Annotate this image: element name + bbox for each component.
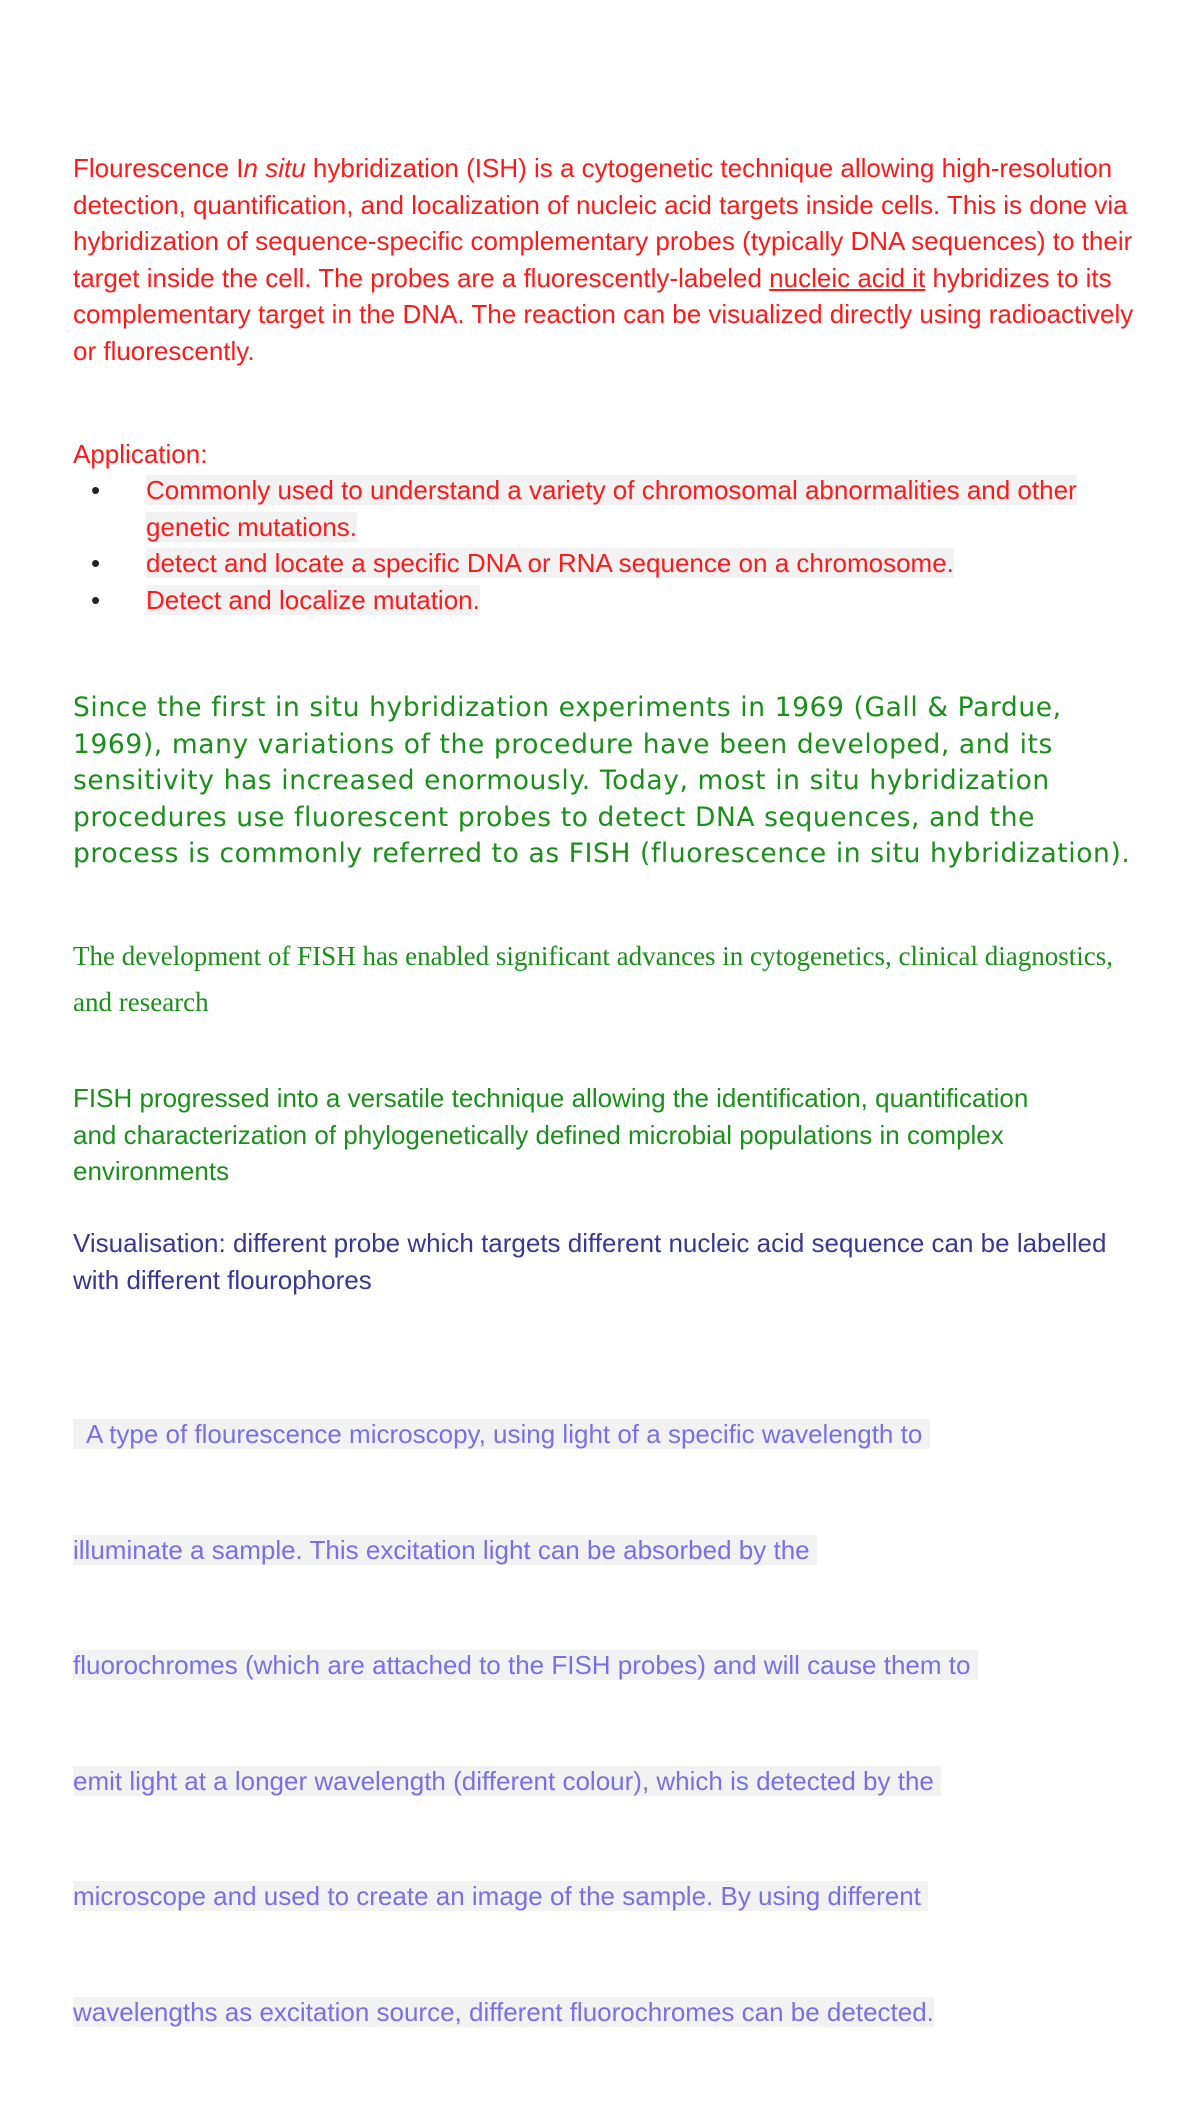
visualisation-paragraph: Visualisation: different probe which targets different nucleic acid sequence can be labelled with different flourophores: [73, 1228, 1107, 1295]
microscopy-paragraph: [73, 1338, 1173, 2108]
list-item: [73, 582, 1123, 619]
application-item-3: Detect and localize mutation.: [146, 584, 480, 615]
application-heading: Application:: [73, 439, 208, 469]
intro-italic-text: n situ: [243, 153, 306, 183]
intro-underlined-text: nucleic acid it: [769, 262, 926, 293]
list-item: [73, 545, 1123, 582]
intro-text-middle: hybridization (ISH) is a cytogenetic technique allowing high-resolution detection, quantification, and localization of nucleic acid targets inside cells. This is done via hybridization of sequence-specific complementary probes (typically DNA sequences) to their target inside the cell. The probes are a fluorescently-labeled: [73, 153, 1133, 293]
microscopy-line-5: microscope and used to create an image of the sample. By using different: [73, 1881, 929, 1911]
development-paragraph: The development of FISH has enabled significant advances in cytogenetics, clinical diagnostics, and research: [73, 941, 1113, 1017]
intro-text-end: hybridizes to its complementary target in the DNA. The reaction can be visualized directly using radioactively or fluorescently.: [73, 262, 1134, 366]
microscopy-line-6: wavelengths as excitation source, different fluorochromes can be detected.: [73, 1996, 934, 2027]
application-item-2: detect and locate a specific DNA or RNA sequence on a chromosome.: [146, 548, 954, 578]
intro-text-start: Flourescence I: [73, 153, 244, 183]
intro-paragraph: [73, 150, 1143, 369]
microscopy-line-4: emit light at a longer wavelength (different colour), which is detected by the: [73, 1765, 942, 1796]
bullet-icon: •: [91, 548, 101, 578]
bullet-icon: •: [91, 475, 101, 505]
bullet-icon: •: [91, 584, 101, 615]
application-item-1: Commonly used to understand a variety of chromosomal abnormalities and other genetic mutations.: [146, 475, 1077, 542]
list-item: [73, 472, 1123, 545]
history-paragraph: Since the first in situ hybridization experiments in 1969 (Gall & Pardue, 1969), many variations of the procedure have been developed, and its sensitivity has increased enormously. Today, most in situ hybridization procedures use fluorescent probes to detect DNA sequences, and the process is commonly referred to as FISH (fluorescence in situ hybridization).: [73, 692, 1131, 869]
progress-paragraph: FISH progressed into a versatile technique allowing the identification, quantification and characterization of phylogenetically defined microbial populations in complex environments: [73, 1083, 1029, 1186]
microscopy-line-3: fluorochromes (which are attached to the FISH probes) and will cause them to: [73, 1650, 978, 1680]
microscopy-line-2: illuminate a sample. This excitation light can be absorbed by the: [73, 1534, 817, 1565]
application-list: [73, 472, 1123, 618]
microscopy-line-1: A type of flourescence microscopy, using light of a specific wavelength to: [73, 1419, 930, 1449]
